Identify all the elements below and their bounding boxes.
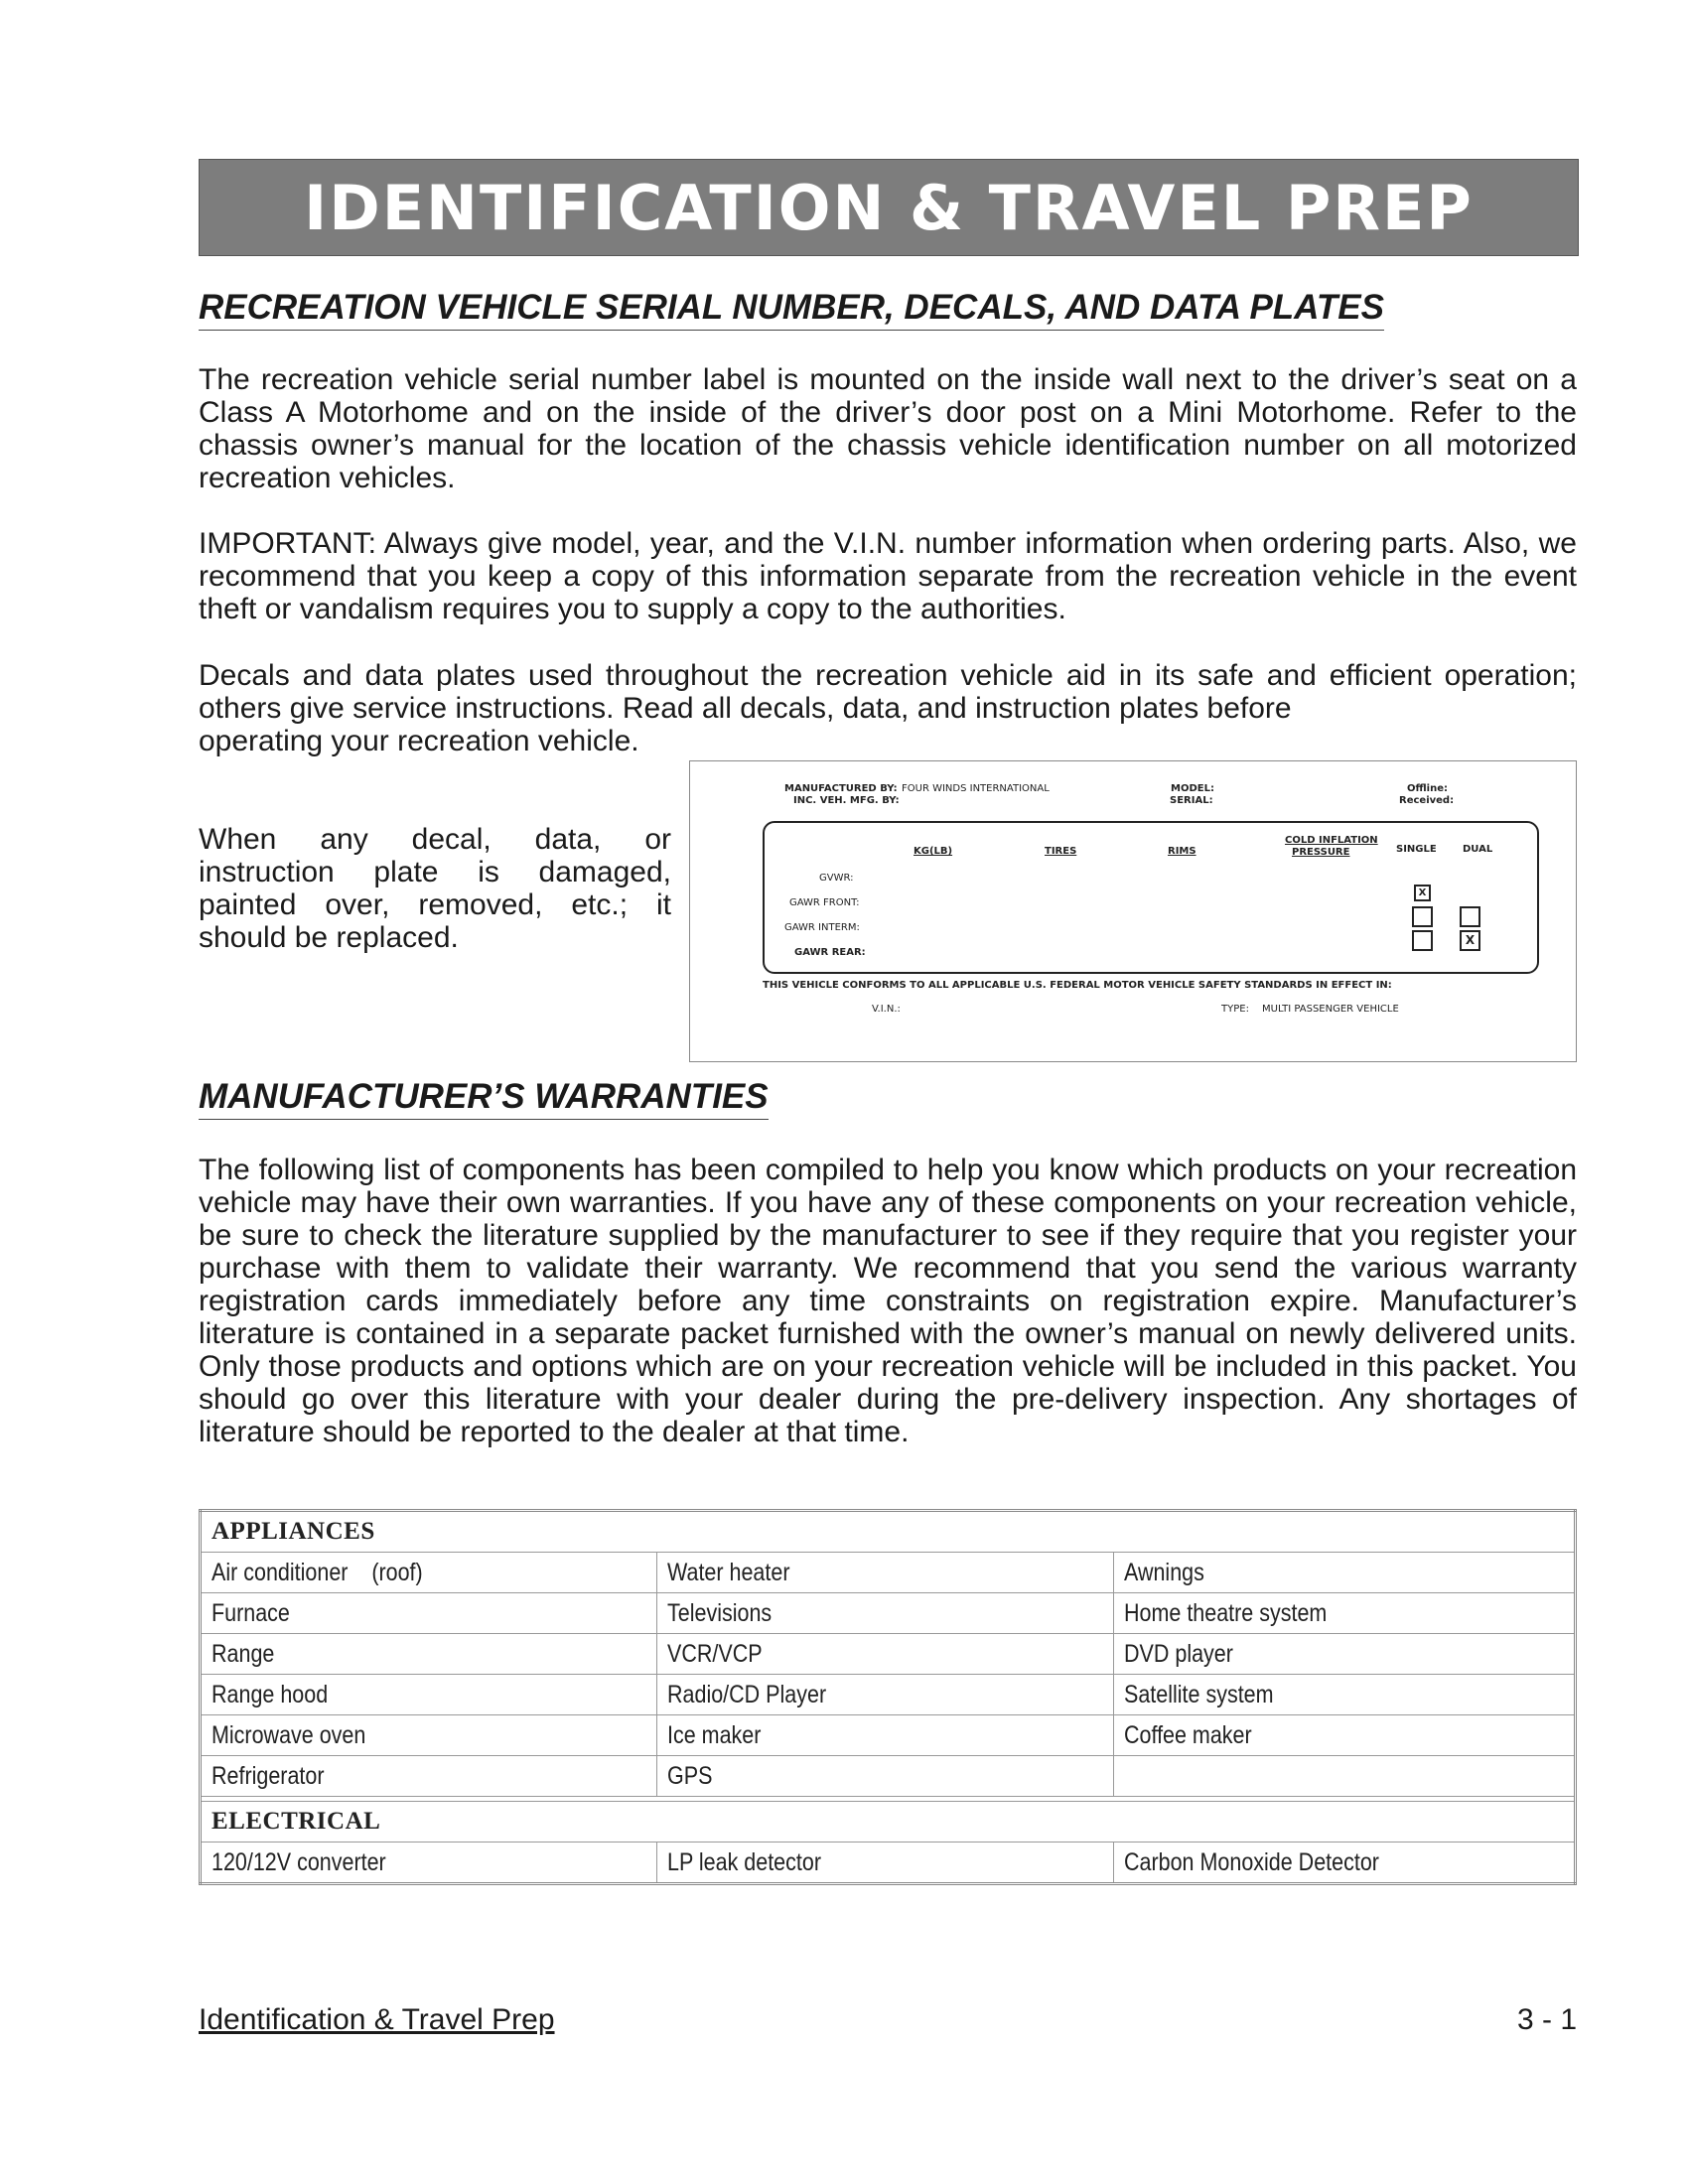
plate-label-received: Received: <box>1399 795 1455 806</box>
table-cell: Furnace <box>201 1593 657 1634</box>
table-cell: GPS <box>657 1756 1114 1797</box>
table-row <box>201 1553 1576 1593</box>
section-heading-serial-number: RECREATION VEHICLE SERIAL NUMBER, DECALS, AND DATA PLATES <box>199 288 1384 331</box>
paragraph-decals: Decals and data plates used throughout the recreation vehicle aid in its safe and efficient operation; others give service instructions. Read all decals, data, and instruction plates before <box>199 659 1577 725</box>
footer-chapter-title: Identification & Travel Prep <box>199 2003 555 2036</box>
paragraph-important: IMPORTANT: Always give model, year, and the V.I.N. number information when ordering parts. Also, we recommend that you keep a copy of this information separate from the recreation vehicle in the event theft or vandalism requires you to supply a copy to the authorities. <box>199 527 1577 625</box>
plate-label-manufactured-by: MANUFACTURED BY: <box>784 783 898 794</box>
plate-checkbox-single-rear <box>1412 930 1433 951</box>
table-row <box>201 1756 1576 1797</box>
plate-label-serial: SERIAL: <box>1170 795 1213 806</box>
plate-col-rims: RIMS <box>1168 846 1196 857</box>
table-cell: 120/12V converter <box>201 1843 657 1884</box>
table-cell: Range <box>201 1634 657 1675</box>
paragraph-warranties: The following list of components has been compiled to help you know which products on your recreation vehicle may have their own warranties. If you have any of these components on your recreation vehicle, be sure to check the literature supplied by the manufacturer to see if they require that you register your purchase with them to validate their warranty. We recommend that you send the various warranty registration cards immediately before any time constraints on registration expire. Manufacturer’s literature is contained in a separate packet furnished with the owner’s manual on newly delivered units. Only those products and options which are on your recreation vehicle will be included in this packet. You should go over this literature with your dealer during the pre-delivery inspection. Any shortages of literature should be reported to the dealer at that time. <box>199 1154 1577 1448</box>
table-cell: Carbon Monoxide Detector <box>1113 1843 1575 1884</box>
plate-col-pressure: PRESSURE <box>1292 847 1350 858</box>
plate-checkbox-dual-rear: X <box>1460 930 1480 951</box>
table-row <box>201 1675 1576 1715</box>
table-cell: Refrigerator <box>201 1756 657 1797</box>
table-row <box>201 1715 1576 1756</box>
table-row <box>201 1634 1576 1675</box>
plate-weights-frame <box>763 821 1539 974</box>
plate-row-gawr-interm: GAWR INTERM: <box>784 922 860 933</box>
warranty-components-table <box>199 1509 1577 1885</box>
paragraph-replace-plate: When any decal, data, or instruction plate is damaged, painted over, removed, etc.; it should be replaced. <box>199 823 671 954</box>
plate-col-kg: KG(LB) <box>914 846 953 857</box>
section-heading-warranties: MANUFACTURER’S WARRANTIES <box>199 1077 769 1120</box>
plate-col-dual: DUAL <box>1463 844 1493 855</box>
table-cell: Ice maker <box>657 1715 1114 1756</box>
table-cell: Coffee maker <box>1113 1715 1575 1756</box>
table-row <box>201 1843 1576 1884</box>
paragraph-decals-continued: operating your recreation vehicle. <box>199 725 639 757</box>
plate-value-type: MULTI PASSENGER VEHICLE <box>1262 1004 1399 1015</box>
table-cell: Satellite system <box>1113 1675 1575 1715</box>
paragraph-serial-label: The recreation vehicle serial number label is mounted on the inside wall next to the driver’s seat on a Class A Motorhome and on the inside of the driver’s door post on a Mini Motorhome. Refer to the chassis owner’s manual for the location of the chassis vehicle identification number on all motorized recreation vehicles. <box>199 363 1577 494</box>
plate-label-type: TYPE: <box>1221 1004 1249 1015</box>
page-title-banner <box>199 159 1579 256</box>
plate-col-tires: TIRES <box>1045 846 1077 857</box>
plate-value-manufacturer: FOUR WINDS INTERNATIONAL <box>902 783 1050 794</box>
table-cell: Air conditioner (roof) <box>201 1553 657 1593</box>
plate-conforms-statement: THIS VEHICLE CONFORMS TO ALL APPLICABLE U.S. FEDERAL MOTOR VEHICLE SAFETY STANDARDS IN EFFECT IN: <box>763 980 1392 991</box>
plate-checkbox-single-front: X <box>1414 885 1431 901</box>
plate-label-vin: V.I.N.: <box>872 1004 901 1015</box>
table-cell: VCR/VCP <box>657 1634 1114 1675</box>
table-cell: Water heater <box>657 1553 1114 1593</box>
table-cell: Televisions <box>657 1593 1114 1634</box>
plate-label-offline: Offline: <box>1407 783 1448 794</box>
table-cell: Microwave oven <box>201 1715 657 1756</box>
table-cell: LP leak detector <box>657 1843 1114 1884</box>
plate-col-cold-inflation: COLD INFLATION <box>1285 835 1378 846</box>
table-cell: Radio/CD Player <box>657 1675 1114 1715</box>
table-cell: Range hood <box>201 1675 657 1715</box>
table-cell: Home theatre system <box>1113 1593 1575 1634</box>
footer-page-number: 3 - 1 <box>1516 2003 1577 2036</box>
table-category-row <box>201 1802 1576 1843</box>
plate-row-gvwr: GVWR: <box>819 873 854 884</box>
plate-row-gawr-rear: GAWR REAR: <box>794 947 866 958</box>
page-title: IDENTIFICATION & TRAVEL PREP <box>304 171 1474 244</box>
table-cell <box>1113 1756 1575 1797</box>
table-row <box>201 1593 1576 1634</box>
category-appliances: APPLIANCES <box>201 1511 1576 1553</box>
plate-col-single: SINGLE <box>1396 844 1437 855</box>
category-electrical: ELECTRICAL <box>201 1802 1576 1843</box>
plate-checkbox-single-interm <box>1412 906 1433 927</box>
plate-label-model: MODEL: <box>1171 783 1214 794</box>
table-cell: Awnings <box>1113 1553 1575 1593</box>
plate-label-inc-veh: INC. VEH. MFG. BY: <box>793 795 900 806</box>
table-cell: DVD player <box>1113 1634 1575 1675</box>
plate-checkbox-dual-interm <box>1460 906 1480 927</box>
table-category-row <box>201 1511 1576 1553</box>
data-plate-figure <box>689 760 1577 1062</box>
plate-row-gawr-front: GAWR FRONT: <box>789 897 860 908</box>
